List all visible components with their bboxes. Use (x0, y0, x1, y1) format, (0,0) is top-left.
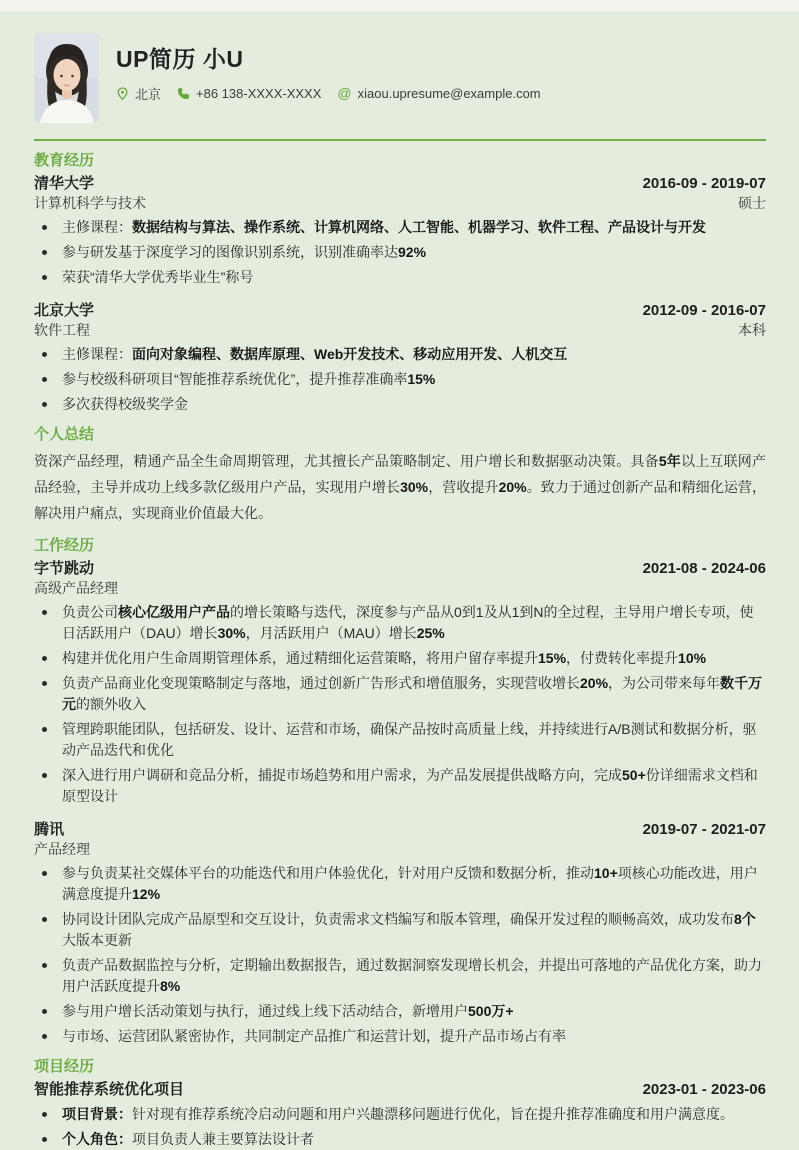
bullet-list (34, 602, 766, 807)
location-icon (116, 87, 129, 100)
company-name: 字节跳动 (34, 560, 95, 577)
entry-head (34, 1079, 766, 1100)
entry-date: 2019-07 - 2021-07 (642, 821, 766, 838)
school-name: 北京大学 (34, 302, 95, 319)
resume-page (0, 11, 799, 1150)
degree-name: 本科 (738, 322, 766, 338)
work-entry (34, 558, 766, 807)
contact-phone (177, 86, 321, 101)
degree-name: 硕士 (738, 195, 766, 211)
section-heading-work: 工作经历 (34, 537, 95, 554)
section-projects (34, 1057, 766, 1150)
bullet-item: 构建并优化用户生命周期管理体系，通过精细化运营策略，将用户留存率提升15%，付费转化率提升10% (34, 648, 766, 669)
entry-date: 2023-01 - 2023-06 (642, 1081, 766, 1098)
project-name: 智能推荐系统优化项目 (34, 1081, 185, 1098)
bullet-list (34, 863, 766, 1047)
header-divider (34, 139, 766, 141)
entry-subline (34, 194, 766, 213)
job-title: 高级产品经理 (34, 580, 118, 596)
section-summary (34, 425, 766, 526)
bullet-item: 主修课程：数据结构与算法、操作系统、计算机网络、人工智能、机器学习、软件工程、产品设计与开发 (34, 217, 766, 238)
work-entry (34, 819, 766, 1047)
entry-head (34, 300, 766, 321)
email-icon: @ (337, 85, 352, 101)
school-name: 清华大学 (34, 175, 95, 192)
location-text: 北京 (135, 87, 162, 102)
education-entry (34, 300, 766, 415)
bullet-item: 与市场、运营团队紧密协作，共同制定产品推广和运营计划，提升产品市场占有率 (34, 1026, 766, 1047)
bullet-item: 主修课程：面向对象编程、数据库原理、Web开发技术、移动应用开发、人机交互 (34, 344, 766, 365)
entry-subline (34, 579, 766, 598)
bullet-list (34, 217, 766, 288)
profile-photo (34, 33, 99, 123)
summary-paragraph: 资深产品经理，精通产品全生命周期管理，尤其擅长产品策略制定、用户增长和数据驱动决策。具备5年以上互联网产品经验，主导并成功上线多款亿级用户产品，实现用户增长30%，营收提升20%。致力于通过创新产品和精细化运营，解决用户痛点，实现商业价值最大化。 (34, 453, 767, 521)
contact-email (337, 86, 540, 101)
bullet-item: 负责公司核心亿级用户产品的增长策略与迭代，深度参与产品从0到1及从1到N的全过程，主导用户增长专项，使日活跃用户（DAU）增长30%，月活跃用户（MAU）增长25% (34, 602, 766, 644)
bullet-item: 深入进行用户调研和竞品分析，捕捉市场趋势和用户需求，为产品发展提供战略方向，完成50+份详细需求文档和原型设计 (34, 765, 766, 807)
phone-text: +86 138-XXXX-XXXX (196, 86, 322, 101)
bullet-list (34, 344, 766, 415)
section-heading-summary: 个人总结 (34, 426, 95, 443)
education-entry (34, 173, 766, 288)
bullet-item: 负责产品商业化变现策略制定与落地，通过创新广告形式和增值服务，实现营收增长20%，为公司带来每年数千万元的额外收入 (34, 673, 766, 715)
section-heading-education: 教育经历 (34, 152, 95, 169)
major-name: 计算机科学与技术 (34, 195, 146, 211)
bullet-item: 荣获“清华大学优秀毕业生”称号 (34, 267, 766, 288)
entry-head (34, 173, 766, 194)
contact-row (116, 84, 541, 103)
header-text-block (116, 33, 541, 123)
bullet-item: 管理跨职能团队，包括研发、设计、运营和市场，确保产品按时高质量上线，并持续进行A/B测试和数据分析，驱动产品迭代和优化 (34, 719, 766, 761)
project-entry (34, 1079, 766, 1150)
bullet-item: 参与研发基于深度学习的图像识别系统，识别准确率达92% (34, 242, 766, 263)
bullet-item: 多次获得校级奖学金 (34, 394, 766, 415)
major-name: 软件工程 (34, 322, 90, 338)
candidate-name: UP简历 小U (116, 46, 244, 72)
bullet-item: 个人角色：项目负责人兼主要算法设计者 (34, 1129, 766, 1150)
bullet-item: 负责产品数据监控与分析，定期输出数据报告，通过数据洞察发现增长机会，并提出可落地的产品优化方案，助力用户活跃度提升8% (34, 955, 766, 997)
section-heading-projects: 项目经历 (34, 1058, 95, 1075)
profile-photo-illustration (34, 33, 99, 123)
bullet-item: 参与校级科研项目“智能推荐系统优化”，提升推荐准确率15% (34, 369, 766, 390)
bullet-item: 协同设计团队完成产品原型和交互设计，负责需求文档编写和版本管理，确保开发过程的顺畅高效，成功发布8个大版本更新 (34, 909, 766, 951)
resume-header (34, 11, 766, 123)
contact-location (116, 84, 161, 103)
entry-date: 2012-09 - 2016-07 (642, 302, 766, 319)
bullet-item: 参与负责某社交媒体平台的功能迭代和用户体验优化，针对用户反馈和数据分析，推动10+项核心功能改进，用户满意度提升12% (34, 863, 766, 905)
bullet-item: 参与用户增长活动策划与执行，通过线上线下活动结合，新增用户500万+ (34, 1001, 766, 1022)
entry-date: 2021-08 - 2024-06 (642, 560, 766, 577)
section-education (34, 151, 766, 415)
bullet-item: 项目背景：针对现有推荐系统冷启动问题和用户兴趣漂移问题进行优化，旨在提升推荐准确度和用户满意度。 (34, 1104, 766, 1125)
job-title: 产品经理 (34, 841, 90, 857)
entry-subline (34, 321, 766, 340)
entry-head (34, 819, 766, 840)
entry-subline (34, 840, 766, 859)
section-work (34, 536, 766, 1047)
email-text: xiaou.upresume@example.com (357, 86, 541, 101)
phone-icon (177, 87, 190, 100)
bullet-list (34, 1104, 766, 1150)
entry-date: 2016-09 - 2019-07 (642, 175, 766, 192)
entry-head (34, 558, 766, 579)
page-top-strip (0, 0, 799, 11)
company-name: 腾讯 (34, 821, 65, 838)
